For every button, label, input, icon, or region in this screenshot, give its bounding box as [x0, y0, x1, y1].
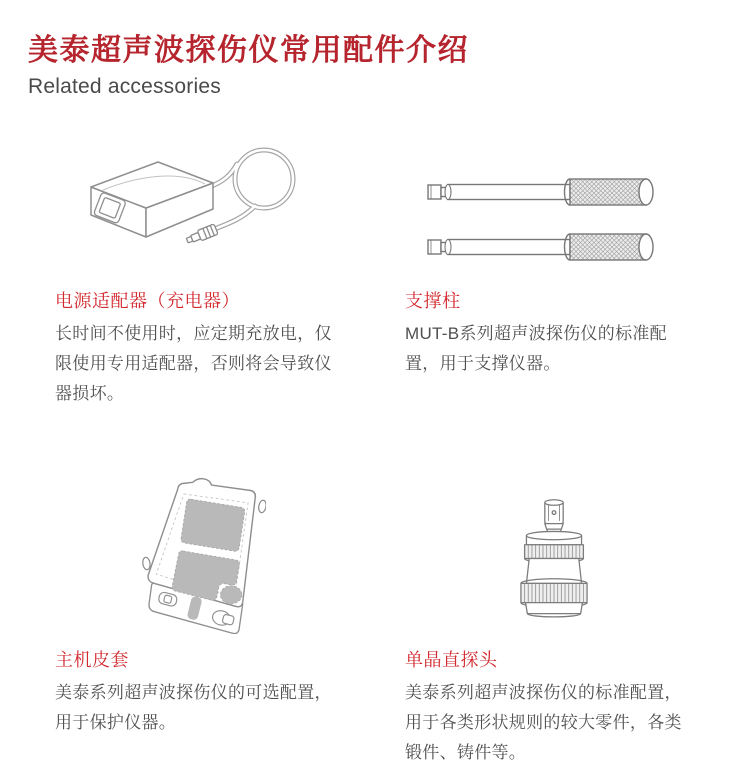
accessory-heading: 支撑柱 — [405, 291, 461, 311]
main-unit-case-illustration — [141, 477, 266, 634]
accessory-description: MUT-B系列超声波探伤仪的标准配置，用于支撑仪器。 — [405, 324, 667, 373]
accessory-heading: 电源适配器（充电器） — [55, 291, 240, 311]
accessory-description: 长时间不使用时，应定期充放电，仅限使用专用适配器，否则将会导致仪器损坏。 — [55, 324, 332, 403]
accessory-description: 美泰系列超声波探伤仪的可选配置，用于保护仪器。 — [55, 683, 332, 732]
accessory-card-leather-case — [28, 409, 378, 768]
figure-box — [28, 445, 378, 640]
accessory-heading: 主机皮套 — [55, 650, 129, 670]
page-subtitle: Related accessories — [28, 75, 221, 98]
accessory-grid — [28, 103, 732, 768]
power-adapter-illustration — [83, 146, 323, 251]
figure-box — [378, 445, 730, 640]
straight-probe-illustration — [508, 497, 600, 621]
figure-box — [28, 103, 378, 281]
accessory-card-straight-probe — [378, 409, 730, 768]
support-columns-illustration — [414, 166, 694, 266]
figure-box — [378, 103, 730, 281]
accessory-heading: 单晶直探头 — [405, 650, 498, 670]
accessory-card-support-columns — [378, 103, 730, 409]
page-title: 美泰超声波探伤仪常用配件介绍 — [28, 34, 469, 67]
accessory-description: 美泰系列超声波探伤仪的标准配置，用于各类形状规则的较大零件，各类锻件、铸件等。 — [405, 683, 682, 762]
accessory-card-power-adapter — [28, 103, 378, 409]
